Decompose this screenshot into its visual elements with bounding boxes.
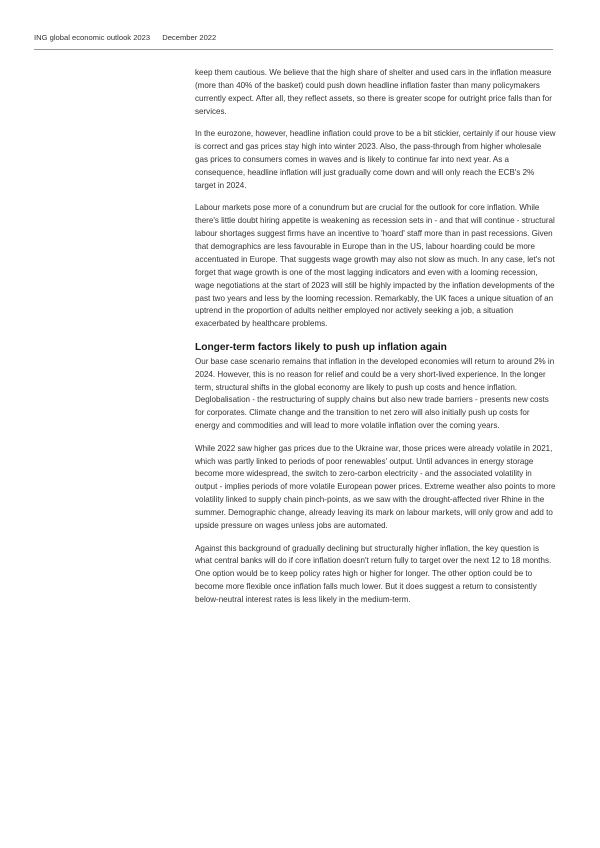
report-date: December 2022 [162, 33, 217, 42]
article-body [195, 67, 556, 617]
paragraph: Labour markets pose more of a conundrum but are crucial for the outlook for core inflation. While there's little doubt hiring appetite is weakening as recession sets in - and that will continue - structural labour shortages suggest firms have an incentive to 'hoard' staff more than in past recessions. Given that demographics are less favourable in Europe than in the US, labour hoarding could be more accentuated in Europe. That suggests wage growth may also not slow as much. In any case, let's not forget that wage growth is one of the most lagging indicators and even with a looming recession, wage negotiations at the start of 2023 will still be highly impacted by the inflation developments of the past two years and less by the looming recession. Remarkably, the UK faces a unique situation of an uptrend in the proportion of adults neither employed nor actively seeking a job, a situation exacerbated by healthcare problems. [195, 203, 555, 329]
paragraph: keep them cautious. We believe that the high share of shelter and used cars in the inflation measure (more than 40% of the basket) could push down headline inflation faster than many policymakers currently expect. After all, they reflect assets, so there is greater scope for outright price falls than for services. [195, 68, 552, 116]
paragraph: In the eurozone, however, headline inflation could prove to be a bit stickier, certainly if our house view is correct and gas prices stay high into winter 2023. Also, the pass-through from higher wholesale gas prices to consumers comes in waves and is likely to continue far into next year. As a consequence, headline inflation will just gradually come down and will only reach the ECB's 2% target in 2024. [195, 129, 556, 190]
paragraph: While 2022 saw higher gas prices due to the Ukraine war, those prices were already volatile in 2021, which was partly linked to periods of poor renewables' output. Until advances in energy storage become more widespread, the switch to zero-carbon electricity - and the associated volatility in output - implies periods of more volatile European power prices. Extreme weather also points to more volatility linked to supply chain pinch-points, as we saw with the drought-affected river Rhine in the summer. Demographic change, already leaving its mark on labour markets, will only grow and add to upside pressure on wages unless jobs are automated. [195, 443, 556, 531]
paragraph: Our base case scenario remains that inflation in the developed economies will return to around 2% in 2024. However, this is no reason for relief and could be a very short-lived experience. In the longer term, structural shifts in the global economy are likely to push up costs and hence inflation. Deglobalisation - the restructuring of supply chains but also new trade barriers - presents new costs for corporates. Climate change and the transition to net zero will also initially push up costs for energy and commodities and will lead to more volatile inflation over the coming years. [195, 356, 555, 431]
page-header [34, 33, 553, 50]
report-title: ING global economic outlook 2023 [34, 33, 151, 42]
section-heading: Longer-term factors likely to push up inflation again [195, 341, 447, 353]
paragraph: Against this background of gradually declining but structurally higher inflation, the key question is what central banks will do if core inflation doesn't return fully to target over the next 12 to 18 months. One option would be to keep policy rates high or higher for longer. The other option could be to become more flexible once inflation falls much lower. But it does suggest a return to consistently below-neutral interest rates is less likely in the medium-term. [195, 543, 552, 605]
